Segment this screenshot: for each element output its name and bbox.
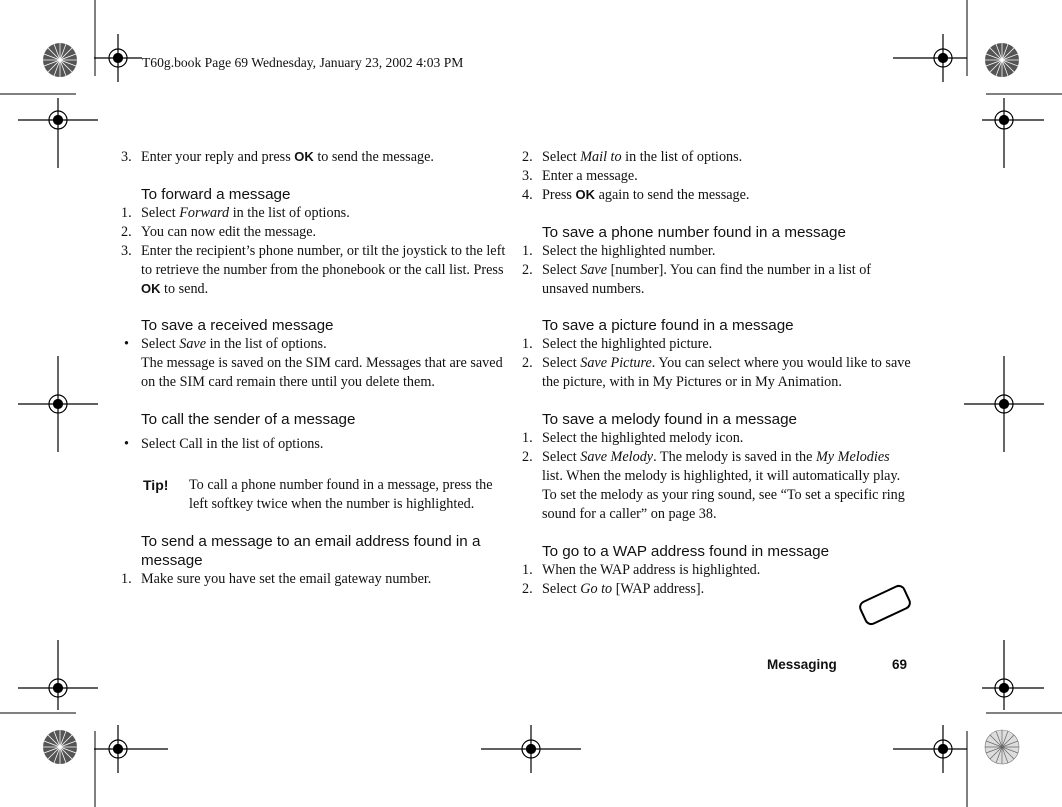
right-column bbox=[522, 148, 912, 599]
list-item: 2. Select Go to [WAP address]. bbox=[522, 580, 705, 597]
list-item: • Select Save in the list of options. The message is saved on the SIM card. Messages that are saved on the SIM card remain there until you delete them. bbox=[124, 336, 503, 391]
list-item: 2. You can now edit the message. bbox=[121, 223, 317, 240]
list-item: 2. Select Save Picture. You can select where you would like to save the picture, with in My Pictures or in My Animation. bbox=[522, 355, 911, 391]
list-item bbox=[121, 148, 511, 167]
list-item: 1. Make sure you have set the email gateway number. bbox=[121, 570, 432, 587]
ok-key-label: OK bbox=[294, 149, 314, 164]
tip-box bbox=[143, 476, 511, 514]
list-item: 1. Select the highlighted picture. bbox=[522, 336, 713, 353]
list-item: 1. Select Forward in the list of options. bbox=[121, 204, 350, 221]
section-heading-call-sender: To call the sender of a message bbox=[141, 411, 356, 429]
list-item: 3. Enter the recipient’s phone number, or tilt the joystick to the left to retrieve the number from the phonebook or the call list. Press OK to send. bbox=[121, 242, 506, 297]
left-column bbox=[121, 148, 511, 589]
section-heading-save-melody: To save a melody found in a message bbox=[542, 411, 797, 429]
list-item: • Select Call in the list of options. bbox=[124, 436, 324, 453]
list-item: 1. Select the highlighted number. bbox=[522, 242, 716, 259]
section-heading-email: To send a message to an email address found in a message bbox=[141, 532, 481, 569]
tip-text: To call a phone number found in a message, press the left softkey twice when the number is highlighted. bbox=[189, 477, 493, 512]
section-heading-forward: To forward a message bbox=[141, 185, 291, 203]
ok-key-label: OK bbox=[575, 186, 596, 202]
tip-label: Tip! bbox=[143, 477, 169, 494]
footer-section-title: Messaging bbox=[767, 657, 837, 672]
list-item: 4. Press OK again to send the message. bbox=[522, 186, 750, 203]
page-number: 69 bbox=[892, 657, 908, 672]
section-heading-save-picture: To save a picture found in a message bbox=[542, 317, 794, 335]
section-heading-save-phone: To save a phone number found in a message bbox=[542, 223, 846, 241]
print-header: T60g.book Page 69 Wednesday, January 23, 2002 4:03 PM bbox=[142, 55, 464, 70]
list-item: 1. Select the highlighted melody icon. bbox=[522, 430, 744, 447]
list-item: 2. Select Save Melody. The melody is saved in the My Melodies list. When the melody is highlighted, it will automatically play. To set the melody as your ring sound, see “To set a specific ring sound for a caller” on page 38. bbox=[522, 449, 905, 522]
step-text: Enter your reply and press OK to send the message. bbox=[141, 149, 434, 165]
step-number: 3. bbox=[121, 149, 132, 165]
ok-key-label: OK bbox=[141, 280, 161, 296]
section-heading-wap: To go to a WAP address found in message bbox=[542, 542, 830, 560]
section-heading-save-message: To save a received message bbox=[141, 317, 334, 335]
list-item: 2. Select Save [number]. You can find the number in a list of unsaved numbers. bbox=[522, 261, 872, 297]
list-item: 2. Select Mail to in the list of options. bbox=[522, 149, 743, 165]
list-item: 3. Enter a message. bbox=[522, 167, 638, 184]
list-item: 1. When the WAP address is highlighted. bbox=[522, 561, 761, 578]
